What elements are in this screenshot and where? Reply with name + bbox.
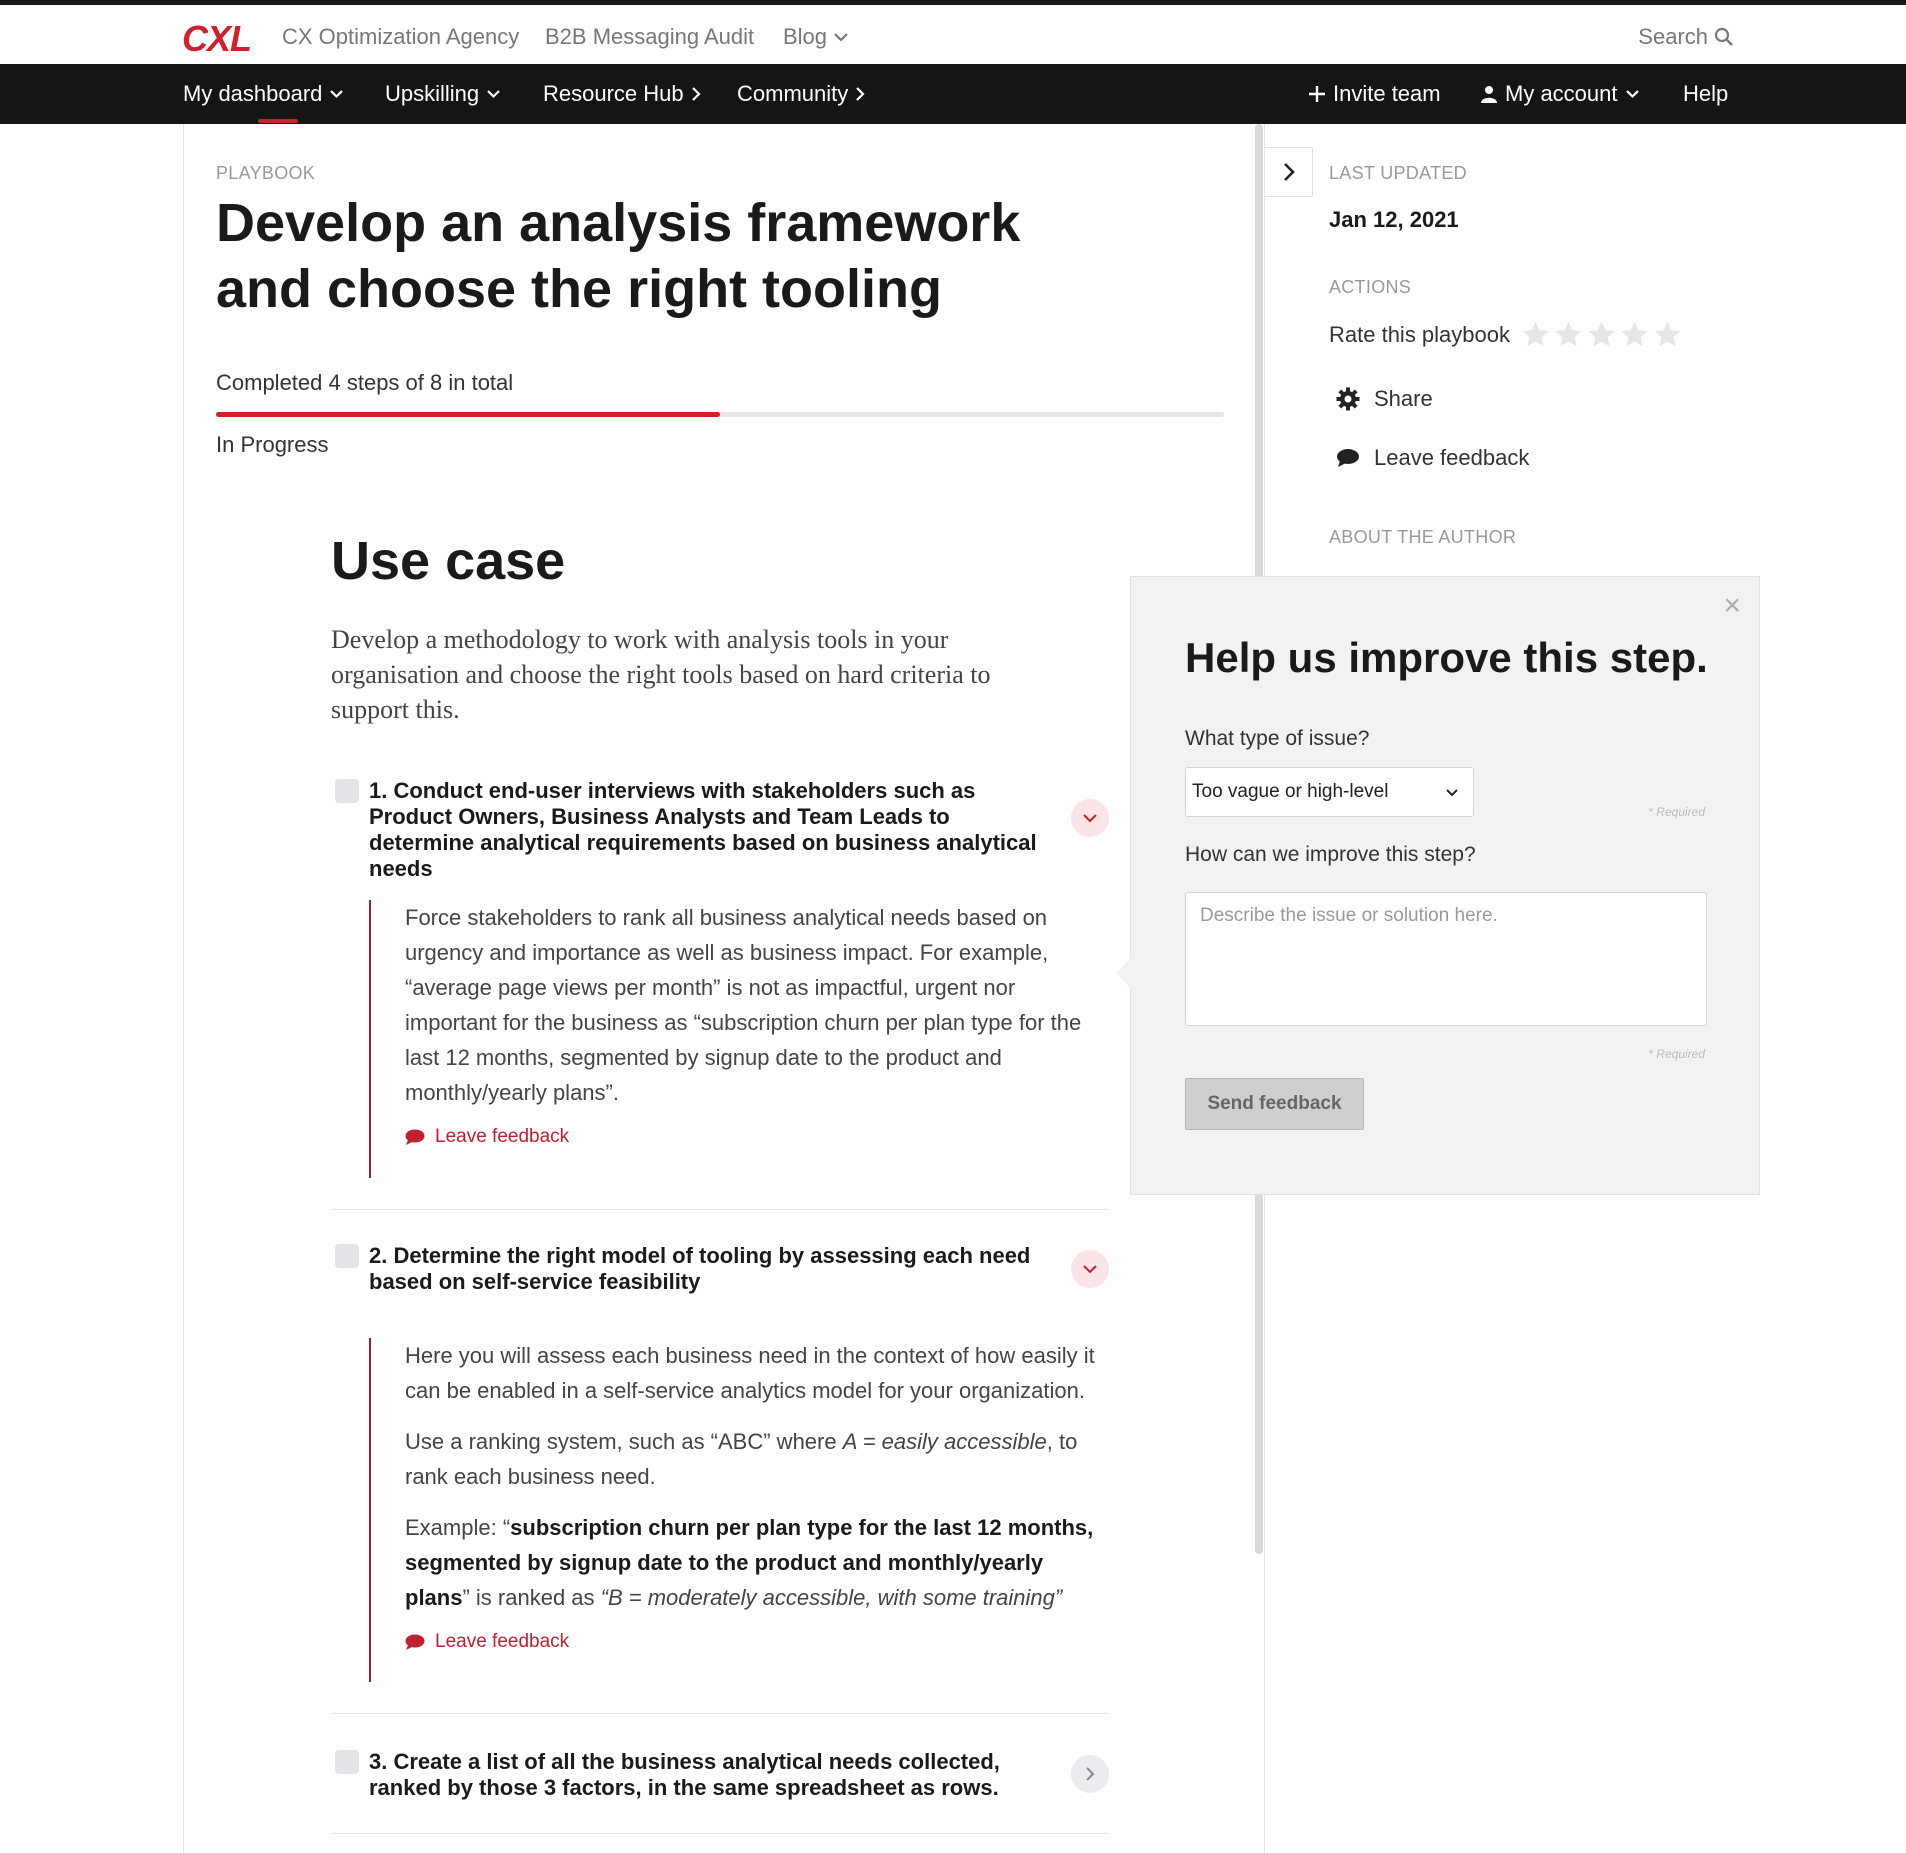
nav-resource-hub[interactable] — [543, 81, 701, 107]
nav-community-label: Community — [737, 81, 849, 106]
my-account-label: My account — [1505, 81, 1618, 106]
nav-my-dashboard-label: My dashboard — [183, 81, 323, 106]
step-2-collapse-button[interactable] — [1071, 1250, 1109, 1288]
search-label: Search — [1638, 24, 1708, 49]
step-3-expand-button[interactable] — [1071, 1755, 1109, 1793]
chevron-right-icon — [1085, 1766, 1095, 1782]
chevron-down-icon — [1625, 89, 1640, 99]
gear-icon — [1336, 387, 1360, 411]
blog-label: Blog — [783, 24, 828, 49]
step-1-body — [369, 900, 1101, 1178]
sidebar-toggle-button[interactable] — [1265, 147, 1313, 197]
issue-type-select[interactable] — [1185, 767, 1474, 817]
last-updated-label: LAST UPDATED — [1329, 163, 1467, 183]
issue-type-value: Too vague or high-level — [1192, 781, 1389, 802]
step-2-leave-feedback[interactable] — [405, 1631, 1101, 1653]
nav-my-dashboard[interactable] — [183, 81, 344, 107]
nav-link-blog[interactable] — [783, 24, 849, 50]
star-icon[interactable] — [1520, 320, 1551, 350]
share-label: Share — [1374, 386, 1433, 411]
chevron-down-icon — [329, 89, 344, 99]
user-icon — [1480, 85, 1498, 103]
page-title: Develop an analysis framework and choose the right tooling — [216, 193, 1021, 319]
leave-feedback-label: Leave feedback — [435, 1126, 570, 1147]
last-updated-date: Jan 12, 2021 — [1329, 207, 1459, 232]
chevron-right-icon — [855, 86, 865, 102]
step-separator — [331, 1209, 1109, 1210]
about-author-label: ABOUT THE AUTHOR — [1329, 527, 1517, 547]
step-2-para-3: Example: “subscription churn per plan type for the last 12 months, segmented by signup date to the product and monthly/yearly plans” is ranked as “B = moderately accessible, with some training” — [405, 1515, 1094, 1610]
improve-label: How can we improve this step? — [1185, 843, 1476, 866]
star-rating[interactable] — [1520, 320, 1683, 350]
plus-icon — [1308, 85, 1326, 103]
popup-pointer — [1117, 957, 1131, 989]
step-2-para-2: Use a ranking system, such as “ABC” where A = easily accessible, to rank each business need. — [405, 1429, 1078, 1489]
nav-link-b2b-audit[interactable]: B2B Messaging Audit — [545, 24, 755, 49]
sidebar-leave-feedback[interactable] — [1336, 445, 1529, 471]
active-indicator — [258, 119, 298, 123]
step-2-title[interactable]: 2. Determine the right model of tooling by assessing each need based on self-service feasibility — [369, 1243, 1031, 1294]
invite-team-button[interactable] — [1308, 81, 1441, 107]
star-icon[interactable] — [1553, 320, 1584, 350]
star-icon[interactable] — [1586, 320, 1617, 350]
speech-bubble-icon — [405, 1129, 425, 1146]
step-3-checkbox[interactable] — [335, 1750, 359, 1774]
share-button[interactable] — [1336, 386, 1433, 412]
cxl-logo[interactable]: CXL — [182, 18, 251, 59]
issue-type-label: What type of issue? — [1185, 727, 1370, 750]
chevron-down-icon — [1445, 788, 1459, 797]
step-1-title[interactable]: 1. Conduct end-user interviews with stakeholders such as Product Owners, Business Analysts and Team Leads to determine analytical requirements based on business analytical needs — [369, 778, 1037, 881]
main-nav — [0, 64, 1906, 124]
speech-bubble-icon — [1336, 448, 1360, 468]
nav-community[interactable] — [737, 81, 865, 107]
feedback-popup — [1130, 576, 1760, 1195]
actions-label: ACTIONS — [1329, 277, 1412, 297]
step-2-para-1: Here you will assess each business need in the context of how easily it can be enabled in a self-service analytics model for your organization. — [405, 1343, 1095, 1403]
top-nav — [0, 5, 1906, 64]
step-2-body — [369, 1338, 1101, 1682]
improve-textarea[interactable]: Describe the issue or solution here. — [1185, 892, 1707, 1026]
nav-resource-hub-label: Resource Hub — [543, 81, 684, 106]
leave-feedback-label: Leave feedback — [435, 1631, 570, 1652]
rate-playbook — [1329, 320, 1683, 350]
step-1-text: Force stakeholders to rank all business analytical needs based on urgency and importance as well as business impact. For example, “average page views per month” is not as impactful, urgent nor important for the business as “subscription churn per plan type for the last 12 months, segmented by signup date to the product and monthly/yearly plans”. — [405, 905, 1082, 1105]
search-icon — [1714, 27, 1734, 47]
chevron-right-icon — [1283, 162, 1295, 182]
step-1-checkbox[interactable] — [335, 779, 359, 803]
chevron-down-icon — [1082, 813, 1098, 823]
use-case-description: Develop a methodology to work with analysis tools in your organisation and choose the right tools based on hard criteria to support this. — [331, 625, 991, 724]
nav-upskilling-label: Upskilling — [385, 81, 480, 106]
step-separator — [331, 1833, 1109, 1834]
step-2-checkbox[interactable] — [335, 1244, 359, 1268]
leave-feedback-label: Leave feedback — [1374, 445, 1530, 470]
step-separator — [331, 1713, 1109, 1714]
send-feedback-button[interactable]: Send feedback — [1185, 1078, 1364, 1130]
help-link[interactable]: Help — [1683, 81, 1729, 106]
speech-bubble-icon — [405, 1634, 425, 1651]
nav-link-cx-agency[interactable]: CX Optimization Agency — [282, 24, 520, 49]
required-note: * Required — [1648, 1047, 1705, 1061]
progress-bar — [216, 412, 1224, 417]
close-icon[interactable]: × — [1723, 589, 1741, 622]
my-account-menu[interactable] — [1480, 81, 1640, 107]
chevron-down-icon — [833, 32, 849, 42]
feedback-heading: Help us improve this step. — [1185, 634, 1708, 681]
star-icon[interactable] — [1652, 320, 1683, 350]
step-1-collapse-button[interactable] — [1071, 799, 1109, 837]
rate-label: Rate this playbook — [1329, 322, 1510, 347]
status-text: In Progress — [216, 432, 329, 457]
search-button[interactable] — [1638, 24, 1734, 50]
use-case-title: Use case — [331, 531, 566, 591]
required-note: * Required — [1648, 805, 1705, 819]
step-3-title[interactable]: 3. Create a list of all the business analytical needs collected, ranked by those 3 factors, in the same spreadsheet as rows. — [369, 1749, 1000, 1800]
chevron-right-icon — [691, 86, 701, 102]
invite-team-label: Invite team — [1333, 81, 1441, 106]
progress-fill — [216, 412, 720, 417]
star-icon[interactable] — [1619, 320, 1650, 350]
nav-upskilling[interactable] — [385, 81, 501, 107]
playbook-eyebrow: PLAYBOOK — [216, 163, 316, 183]
chevron-down-icon — [486, 89, 501, 99]
chevron-down-icon — [1082, 1264, 1098, 1274]
step-1-leave-feedback[interactable] — [405, 1126, 1101, 1148]
progress-label: Completed 4 steps of 8 in total — [216, 370, 514, 395]
